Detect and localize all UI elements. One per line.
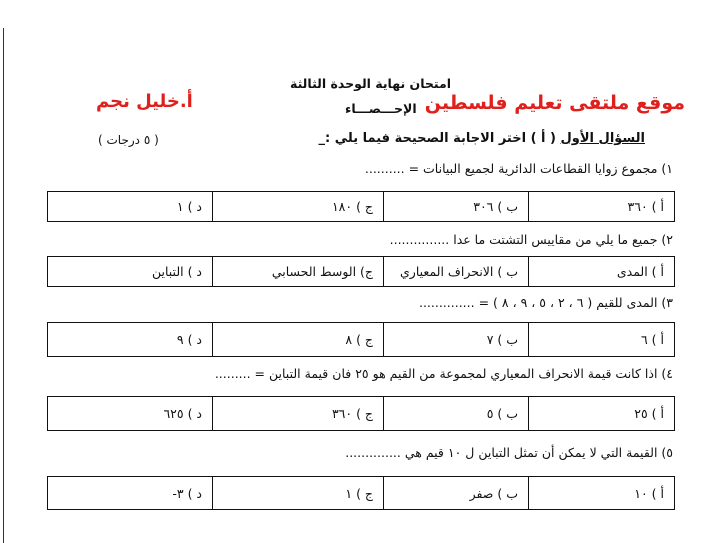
options-table-2 <box>47 256 675 287</box>
exam-title: امتحان نهاية الوحدة الثالثة <box>290 76 452 91</box>
question-stem-2: ٢) جميع ما يلي من مقاييس التشتت ما عدا ............... <box>389 232 673 247</box>
option-c[interactable]: ج ) ١ <box>213 477 384 510</box>
option-d[interactable]: د ) ٩ <box>48 323 213 357</box>
page-edge <box>3 28 4 543</box>
option-a[interactable]: أ ) المدى <box>529 257 675 287</box>
site-name: موقع ملتقى تعليم فلسطين <box>424 92 685 114</box>
options-table-4 <box>47 396 675 431</box>
option-d[interactable]: د ) ٣- <box>48 477 213 510</box>
question-stem-4: ٤) اذا كانت قيمة الانحراف المعياري لمجموعة من القيم هو ٢٥ فان قيمة التباين = ......... <box>214 366 673 381</box>
subject-title: الإحـــصـــاء <box>345 101 417 116</box>
options-table-5 <box>47 476 675 510</box>
option-d[interactable]: د ) ١ <box>48 192 213 222</box>
option-a[interactable]: أ ) ٦ <box>529 323 675 357</box>
option-c[interactable]: ج ) ١٨٠ <box>213 192 384 222</box>
question-stem-3: ٣) المدى للقيم ( ٦ ، ٢ ، ٥ ، ٩ ، ٨ ) = .............. <box>418 295 673 310</box>
question-stem-1: ١) مجموع زوايا القطاعات الدائرية لجميع البيانات = .......... <box>364 161 673 176</box>
question-label: السؤال الأول <box>560 131 645 146</box>
question-heading <box>319 131 645 146</box>
options-table-3 <box>47 322 675 357</box>
option-a[interactable]: أ ) ٣٦٠ <box>529 192 675 222</box>
option-a[interactable]: أ ) ١٠ <box>529 477 675 510</box>
option-b[interactable]: ب ) صفر <box>384 477 529 510</box>
marks-label: ( ٥ درجات ) <box>98 133 159 147</box>
option-c[interactable]: ج ) ٣٦٠ <box>213 397 384 431</box>
option-b[interactable]: ب ) ٣٠٦ <box>384 192 529 222</box>
option-a[interactable]: أ ) ٢٥ <box>529 397 675 431</box>
options-table-1 <box>47 191 675 222</box>
question-stem-5: ٥) القيمة التي لا يمكن أن تمثل التباين ل ١٠ قيم هي .............. <box>345 445 673 460</box>
option-b[interactable]: ب ) ٥ <box>384 397 529 431</box>
option-c[interactable]: ج ) ٨ <box>213 323 384 357</box>
teacher-name: أ.خليل نجم <box>96 91 193 112</box>
option-b[interactable]: ب ) ٧ <box>384 323 529 357</box>
question-instruction: ( أ ) اختر الاجابة الصحيحة فيما يلي :_ <box>318 131 561 146</box>
option-c[interactable]: ج) الوسط الحسابي <box>213 257 384 287</box>
option-d[interactable]: د ) ٦٢٥ <box>48 397 213 431</box>
option-d[interactable]: د ) التباين <box>48 257 213 287</box>
option-b[interactable]: ب ) الانحراف المعياري <box>384 257 529 287</box>
